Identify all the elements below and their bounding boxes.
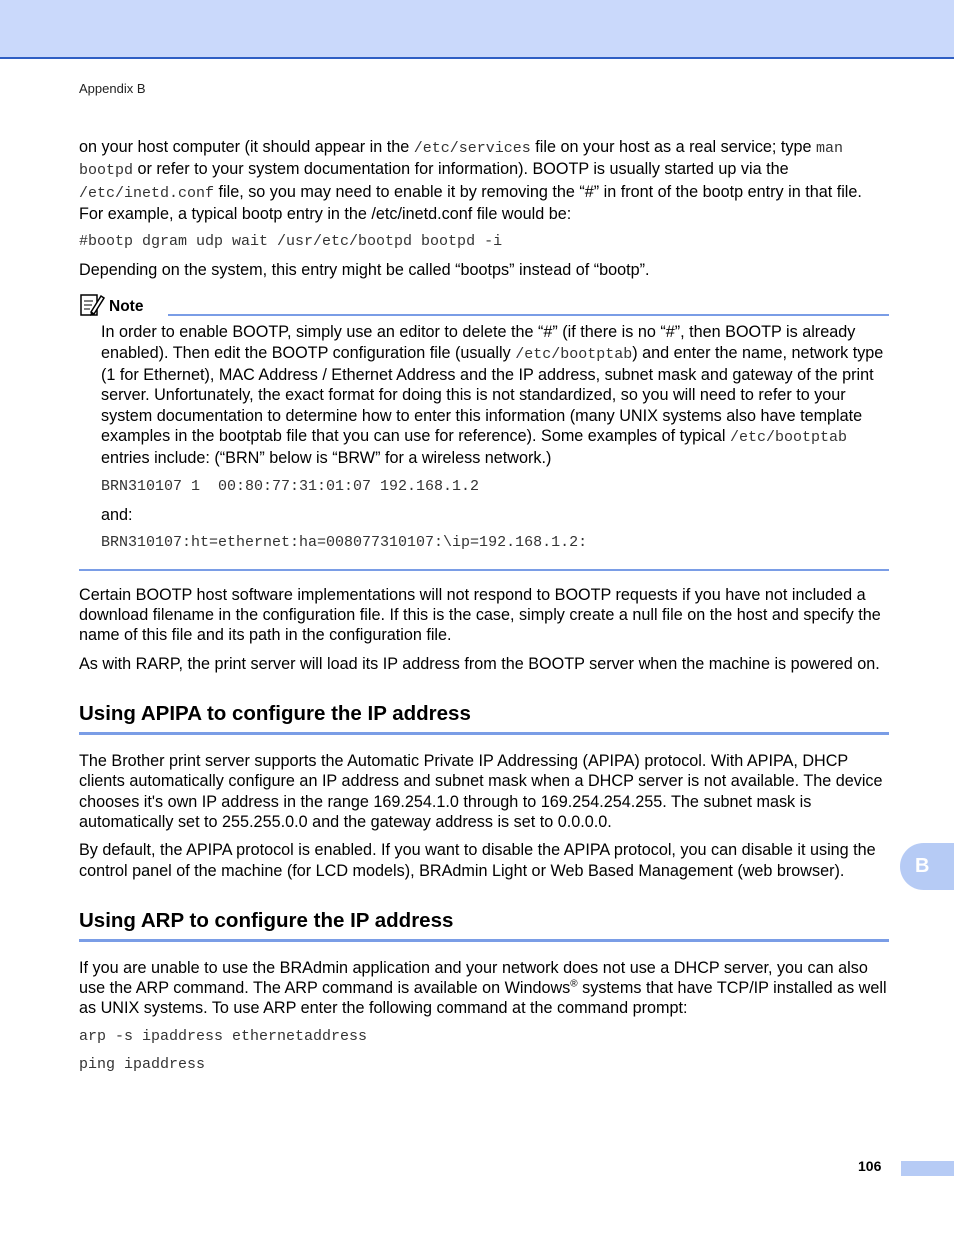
- note-pencil-icon: [79, 292, 105, 318]
- registered-mark: ®: [570, 978, 578, 990]
- rarp-paragraph: As with RARP, the print server will load its IP address from the BOOTP server when the machine is powered on.: [79, 654, 880, 673]
- bootp-software-paragraph: Certain BOOTP host software implementations will not respond to BOOTP requests if you have not included a download filename in the configuration file. If this is the case, simply create a null file on the host and specify the name of this file and its path in the configuration file.: [79, 585, 881, 645]
- code-arp-command: arp -s ipaddress ethernetaddress: [79, 1027, 368, 1045]
- apipa-paragraph-1: The Brother print server supports the Automatic Private IP Addressing (APIPA) protocol. With APIPA, DHCP clients automatically configure an IP address and subnet mask when a DHCP server is not available. The device chooses it's own IP address in the range 169.254.1.0 through to 169.254.254.255. The subnet mask is automatically set to 255.255.0.0 and the gateway address is set to 0.0.0.0.: [79, 752, 883, 831]
- code-bootptab-example-2: BRN310107:ht=ethernet:ha=008077310107:\ip=192.168.1.2:: [101, 533, 588, 551]
- text-run: entries include: (“BRN” below is “BRW” for a wireless network.): [101, 449, 552, 468]
- header-band: [0, 0, 954, 59]
- text-run: If you are unable to use the BRAdmin application and your network does not use a DHCP server, you can also use the ARP command. The ARP command is available on Windows: [79, 958, 868, 998]
- code-bootp-entry: #bootp dgram udp wait /usr/etc/bootpd bootpd -i: [79, 233, 503, 251]
- code-run: /etc/inetd.conf: [79, 184, 215, 202]
- text-run: ) and enter the name, network type (1 for Ethernet), MAC Address / Ethernet Address and the IP address, subnet mask and gateway of the print server. Unfortunately, the exact format for doing this is not standardized, so you will need to refer to your system documentation to determine how to enter this information (many UNIX systems also have template examples in the bootptab file that you can use for reference). Some examples of typical: [101, 343, 884, 445]
- text-run: In order to enable BOOTP, simply use an editor to delete the “#” (if there is no “#”, then BOOTP is already enabled). Then edit the BOOTP configuration file (usually: [101, 323, 856, 362]
- page-content: [79, 137, 889, 1083]
- page-number: 106: [858, 1158, 882, 1174]
- text-run: or refer to your system documentation for information). BOOTP is usually started up via the: [133, 160, 789, 179]
- running-head: Appendix B: [79, 81, 146, 96]
- text-run: file on your host as a real service; type: [530, 138, 816, 156]
- page-number-bar: [901, 1161, 954, 1176]
- code-run: /etc/bootptab: [729, 428, 847, 446]
- note-rule: [168, 314, 889, 316]
- intro-paragraph: [79, 137, 889, 224]
- code-run: man bootpd: [79, 140, 844, 180]
- appendix-side-tab: B: [900, 843, 954, 890]
- apipa-paragraph-2: By default, the APIPA protocol is enabled. If you want to disable the APIPA protocol, you can disable it using the control panel of the machine (for LCD models), BRAdmin Light or Web Based Management (web browser).: [79, 841, 876, 880]
- bootps-paragraph: Depending on the system, this entry might be called “bootps” instead of “bootp”.: [79, 261, 650, 280]
- note-header: [79, 292, 889, 318]
- arp-paragraph: [79, 958, 889, 1019]
- note-body: [79, 322, 889, 552]
- note-title: Note: [109, 298, 144, 316]
- code-ping-command: ping ipaddress: [79, 1055, 206, 1073]
- code-run: /etc/bootptab: [515, 345, 633, 363]
- code-bootptab-example-1: BRN310107 1 00:80:77:31:01:07 192.168.1.2: [101, 477, 480, 495]
- arp-heading: Using ARP to configure the IP address: [79, 909, 889, 942]
- text-run: file, so you may need to enable it by removing the “#” in front of the bootp entry in that file. For example, a typical bootp entry in the /etc/inetd.conf file would be:: [79, 182, 862, 223]
- code-run: /etc/services: [413, 140, 531, 157]
- note-and: and:: [101, 505, 133, 524]
- note-paragraph: [101, 322, 889, 468]
- text-run: systems that have TCP/IP installed as well as UNIX systems. To use ARP enter the following command at the command prompt:: [79, 979, 887, 1018]
- apipa-heading: Using APIPA to configure the IP address: [79, 702, 889, 735]
- text-run: on your host computer (it should appear in the: [79, 138, 414, 156]
- note-box: [79, 292, 889, 570]
